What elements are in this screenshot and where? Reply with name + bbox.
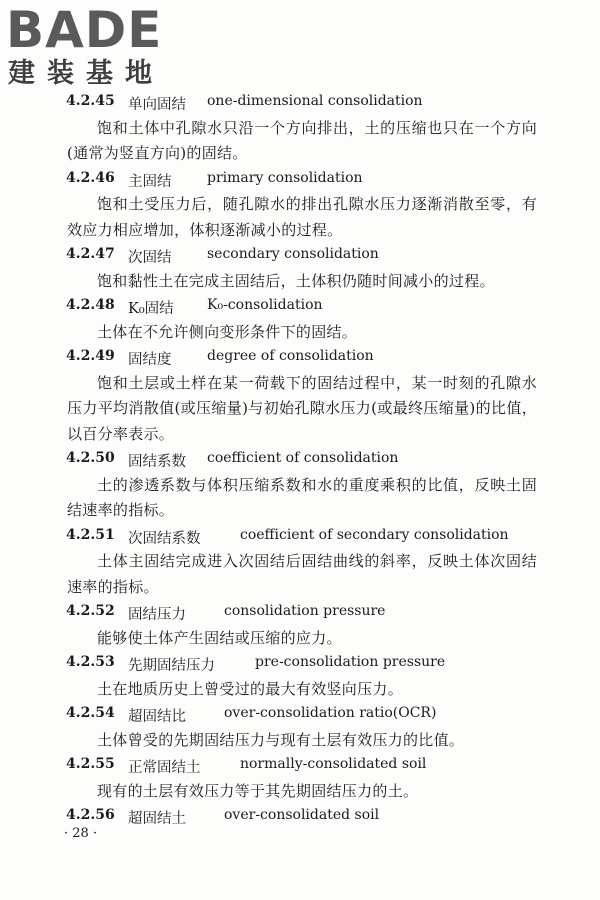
term-english: over-consolidated soil [224,807,380,823]
term-definition: 土在地质历史上曾受过的最大有效竖向压力。 [97,679,404,698]
term-english: degree of consolidation [207,348,374,364]
term-heading [0,243,600,269]
term-english: over-consolidation ratio(OCR) [224,705,437,721]
term-heading [0,600,600,626]
term-number: 4.2.51 [66,526,115,543]
term-definition: 能够使土体产生固结或压缩的应力。 [97,628,342,647]
term-number: 4.2.52 [66,603,115,619]
term-number: 4.2.48 [66,297,115,313]
term-chinese: 固结系数 [128,454,186,470]
logo-subtitle: 建装基地 [8,58,164,89]
term-number: 4.2.54 [66,705,115,721]
term-chinese: 正常固结土 [128,760,201,776]
term-chinese: 单向固结 [128,97,186,113]
term-english: K₀-consolidation [207,297,323,313]
term-chinese: 次固结系数 [128,530,201,547]
term-english: one-dimensional consolidation [207,93,423,109]
term-heading [0,702,600,728]
term-chinese: 主固结 [128,173,172,190]
term-english: coefficient of secondary consolidation [240,526,509,543]
term-number: 4.2.50 [66,450,115,466]
term-definition: 饱和黏性土在完成主固结后，土体积仍随时间减小的过程。 [97,271,495,290]
term-heading [0,90,600,116]
term-heading [0,167,600,193]
term-number: 4.2.56 [66,807,115,823]
term-chinese: 次固结 [128,250,172,266]
term-definition: 饱和土受压力后，随孔隙水的排出孔隙水压力逐渐消散至零，有效应力相应增加，体积逐渐减小的过程。 [67,195,537,239]
term-definition: 土体主固结完成进入次固结后固结曲线的斜率，反映土体次固结速率的指标。 [67,552,537,596]
term-number: 4.2.55 [66,756,115,772]
term-definition: 土体在不允许侧向变形条件下的固结。 [97,322,358,341]
term-chinese: 先期固结压力 [128,658,215,674]
term-number: 4.2.49 [66,348,115,364]
term-chinese: 超固结土 [128,811,186,827]
term-english: pre-consolidation pressure [255,654,446,670]
term-number: 4.2.45 [66,93,115,109]
term-definition: 土的渗透系数与体积压缩系数和水的重度乘积的比值，反映土固结速率的指标。 [67,475,537,519]
term-heading [0,753,600,779]
term-english: secondary consolidation [207,246,379,262]
term-number: 4.2.46 [66,169,115,186]
term-number: 4.2.53 [66,654,115,670]
logo-wordmark: BADE [6,1,163,59]
term-heading [0,651,600,677]
term-english: coefficient of consolidation [207,450,399,466]
term-number: 4.2.47 [66,246,115,262]
term-list [0,90,600,830]
term-english: consolidation pressure [224,603,386,619]
bade-logo [6,2,181,92]
term-heading [0,294,600,320]
term-chinese: 固结度 [128,352,172,368]
term-definition: 饱和土层或土样在某一荷载下的固结过程中，某一时刻的孔隙水压力平均消散值(或压缩量)与初始孔隙水压力(或最终压缩量)的比值，以百分率表示。 [67,373,537,443]
term-heading [0,447,600,473]
term-definition: 饱和土体中孔隙水只沿一个方向排出，土的压缩也只在一个方向(通常为竖直方向)的固结。 [67,118,537,162]
term-chinese: 固结压力 [128,607,186,623]
term-definition: 土体曾受的先期固结压力与现有土层有效压力的比值。 [97,730,465,749]
term-english: normally-consolidated soil [240,756,427,772]
term-heading [0,345,600,371]
term-chinese: K₀固结 [128,301,174,317]
term-definition: 现有的土层有效压力等于其先期固结压力的土。 [97,781,419,800]
term-chinese: 超固结比 [128,709,186,725]
term-heading [0,524,600,550]
page-number: · 28 · [64,826,98,841]
term-english: primary consolidation [207,169,363,186]
